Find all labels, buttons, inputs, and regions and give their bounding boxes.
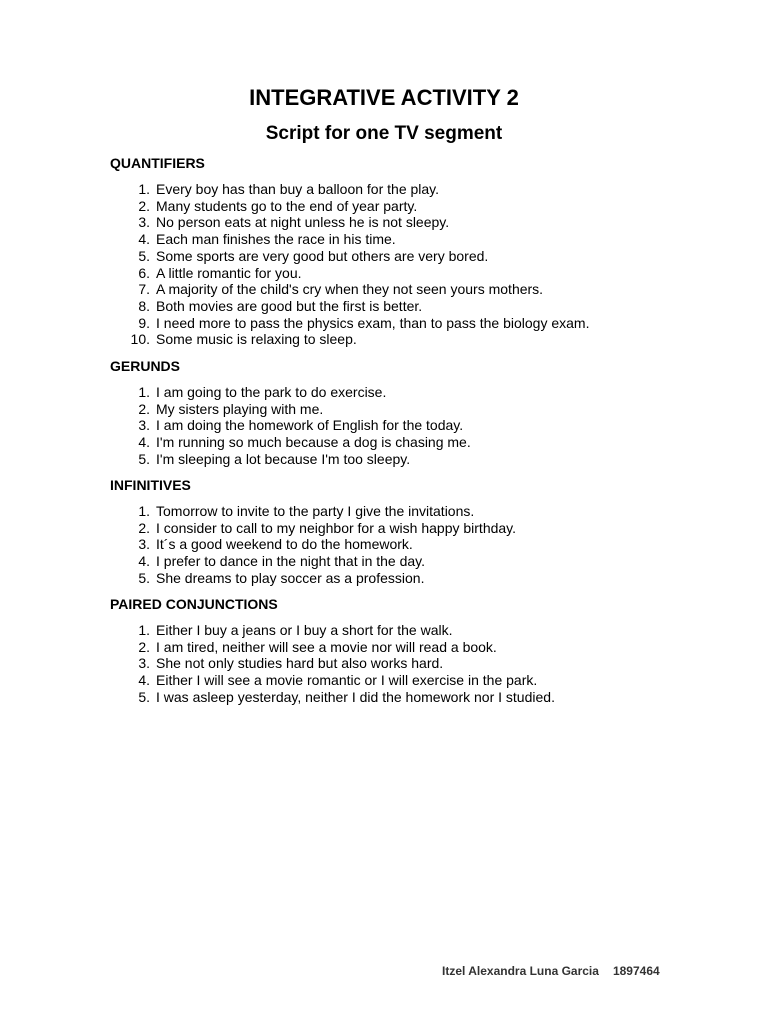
item-text: I consider to call to my neighbor for a wish happy birthday.	[156, 519, 517, 536]
sentence-list	[110, 622, 730, 706]
item-number: 8.	[138, 297, 150, 314]
item-number: 5.	[138, 688, 150, 705]
item-number: 2.	[138, 197, 150, 214]
item-number: 1.	[138, 622, 150, 638]
item-text: A majority of the child's cry when they not seen yours mothers.	[156, 281, 544, 298]
item-number: 1.	[138, 503, 150, 519]
list-item	[110, 553, 730, 570]
list-item	[110, 536, 730, 553]
item-number: 5.	[138, 247, 150, 264]
sentence-list	[110, 503, 730, 587]
item-number: 5.	[138, 450, 150, 467]
item-text: Some music is relaxing to sleep.	[156, 331, 357, 348]
sentence-list	[110, 181, 730, 348]
list-item	[110, 384, 730, 401]
item-number: 2.	[138, 400, 150, 417]
item-text: Either I buy a jeans or I buy a short for the walk.	[156, 622, 453, 638]
item-text: I need more to pass the physics exam, than to pass the biology exam.	[156, 314, 590, 331]
item-text: She not only studies hard but also works hard.	[156, 655, 444, 672]
list-item	[110, 417, 730, 434]
item-text: A little romantic for you.	[156, 264, 302, 281]
list-item	[110, 298, 730, 315]
list-item	[110, 520, 730, 537]
list-item	[110, 401, 730, 418]
list-item	[110, 331, 730, 348]
student-id: 1897464	[612, 964, 660, 978]
item-text: I'm running so much because a dog is chasing me.	[156, 434, 471, 451]
list-item	[110, 639, 730, 656]
item-number: 4.	[138, 231, 150, 248]
section-heading: GERUNDS	[110, 358, 181, 374]
item-text: I prefer to dance in the night that in the day.	[156, 553, 426, 570]
footer-signature	[442, 963, 660, 979]
item-text: Either I will see a movie romantic or I will exercise in the park.	[156, 672, 538, 689]
list-item	[110, 570, 730, 587]
item-text: My sisters playing with me.	[156, 400, 324, 417]
item-number: 5.	[138, 569, 150, 586]
section-heading: QUANTIFIERS	[110, 155, 205, 171]
section-infinitives	[110, 476, 730, 587]
item-text: No person eats at night unless he is not sleepy.	[156, 214, 450, 231]
item-number: 4.	[138, 553, 150, 570]
item-text: I am going to the park to do exercise.	[156, 384, 387, 400]
item-text: Each man finishes the race in his time.	[156, 231, 396, 248]
list-item	[110, 655, 730, 672]
list-item	[110, 265, 730, 282]
author-name: Itzel Alexandra Luna Garcia	[442, 964, 599, 978]
item-text: It´s a good weekend to do the homework.	[156, 536, 413, 553]
list-item	[110, 214, 730, 231]
item-text: Some sports are very good but others are very bored.	[156, 247, 489, 264]
item-number: 3.	[138, 655, 150, 672]
item-text: Many students go to the end of year party.	[156, 197, 418, 214]
list-item	[110, 622, 730, 639]
item-number: 3.	[138, 417, 150, 434]
list-item	[110, 315, 730, 332]
list-item	[110, 231, 730, 248]
item-number: 10.	[130, 331, 150, 348]
list-item	[110, 198, 730, 215]
item-text: I am tired, neither will see a movie nor will read a book.	[156, 638, 497, 655]
section-paired-conjunctions	[110, 595, 730, 706]
item-text: I was asleep yesterday, neither I did the homework nor I studied.	[156, 688, 555, 705]
section-heading: INFINITIVES	[110, 477, 191, 493]
section-quantifiers	[110, 154, 730, 348]
item-number: 4.	[138, 434, 150, 451]
item-number: 9.	[138, 314, 150, 331]
item-number: 1.	[138, 181, 150, 197]
list-item	[110, 248, 730, 265]
sentence-list	[110, 384, 730, 468]
item-number: 4.	[138, 672, 150, 689]
list-item	[110, 672, 730, 689]
item-number: 3.	[138, 536, 150, 553]
item-number: 2.	[138, 519, 150, 536]
section-heading: PAIRED CONJUNCTIONS	[110, 596, 278, 612]
document-subtitle: Script for one TV segment	[265, 123, 503, 144]
item-number: 2.	[138, 638, 150, 655]
item-number: 3.	[138, 214, 150, 231]
list-item	[110, 281, 730, 298]
item-text: Tomorrow to invite to the party I give the invitations.	[156, 503, 475, 519]
list-item	[110, 689, 730, 706]
document-title: INTEGRATIVE ACTIVITY 2	[249, 85, 519, 110]
item-number: 6.	[138, 264, 150, 281]
item-number: 1.	[138, 384, 150, 400]
list-item	[110, 503, 730, 520]
list-item	[110, 451, 730, 468]
item-text: Every boy has than buy a balloon for the play.	[156, 181, 440, 197]
list-item	[110, 434, 730, 451]
item-text: Both movies are good but the first is better.	[156, 297, 423, 314]
item-text: I am doing the homework of English for the today.	[156, 417, 464, 434]
section-gerunds	[110, 357, 730, 468]
item-text: She dreams to play soccer as a profession.	[156, 569, 425, 586]
item-text: I'm sleeping a lot because I'm too sleepy.	[156, 450, 411, 467]
list-item	[110, 181, 730, 198]
item-number: 7.	[138, 281, 150, 298]
